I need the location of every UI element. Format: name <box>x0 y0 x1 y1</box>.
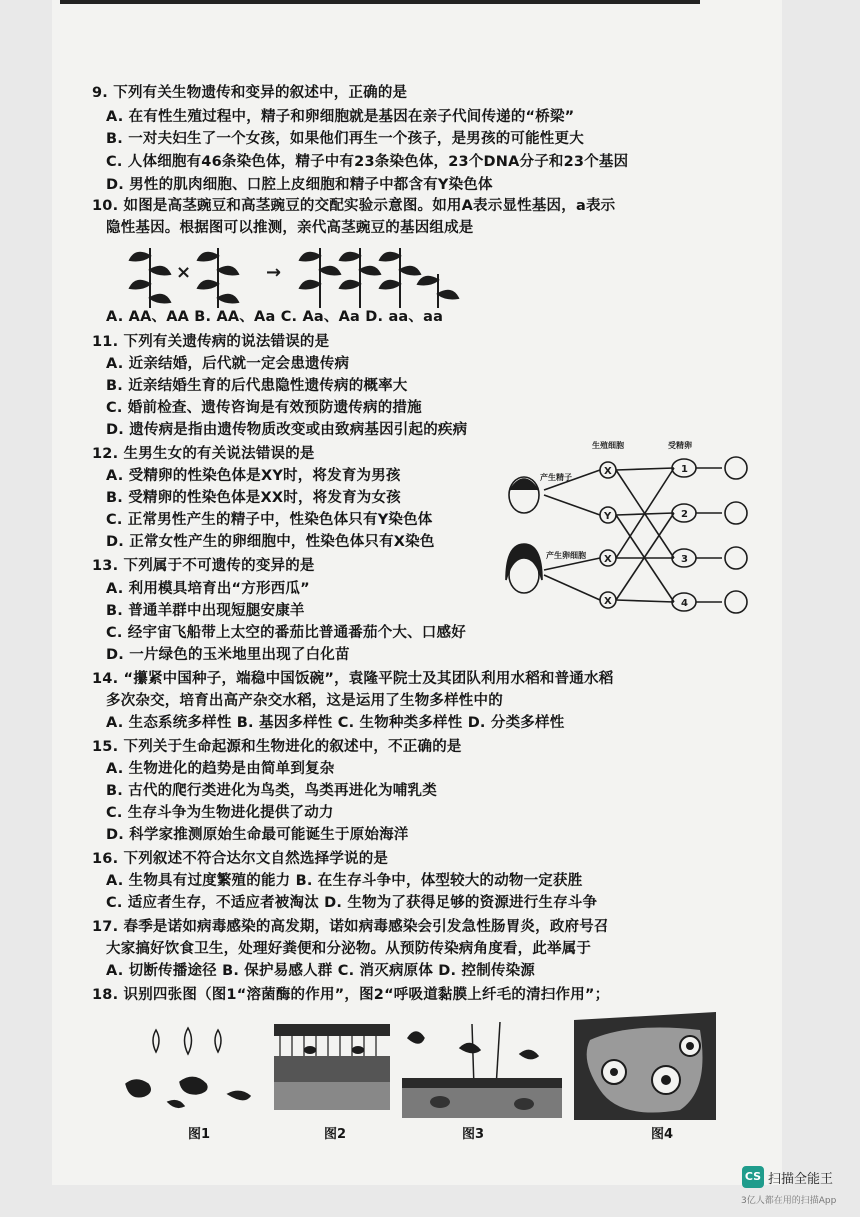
figure-4-label: 图4 <box>651 1127 674 1142</box>
pea-plant-parent-1 <box>130 248 170 308</box>
child-face-icon <box>725 502 747 524</box>
figure-1-lysozyme <box>118 1022 268 1122</box>
question-14-options: A. 生态系统多样性 B. 基因多样性 C. 生物种类多样性 D. 分类多样性 <box>106 715 565 731</box>
question-10-line2: 隐性基因。根据图可以推测，亲代高茎豌豆的基因组成是 <box>106 220 474 236</box>
question-14-line2: 多次杂交，培育出高产杂交水稻，这是运用了生物多样性中的 <box>106 693 503 709</box>
question-9-option-c: C. 人体细胞有46条染色体，精子中有23条染色体，23个DNA分子和23个基因 <box>106 154 629 170</box>
zygote-1: 1 <box>681 464 688 475</box>
figure-3-skin <box>400 1018 565 1122</box>
question-12-option-b: B. 受精卵的性染色体是XX时，将发育为女孩 <box>106 490 401 506</box>
question-14: 14. “攥紧中国种子，端稳中国饭碗”，袁隆平院士及其团队利用水稻和普通水稻 <box>92 671 614 687</box>
question-13-option-d: D. 一片绿色的玉米地里出现了白化苗 <box>106 647 350 663</box>
question-16-options-cd: C. 适应者生存，不适应者被淘汰 D. 生物为了获得足够的资源进行生存斗争 <box>106 895 598 911</box>
child-face-icon <box>725 547 747 569</box>
question-13: 13. 下列属于不可遗传的变异的是 <box>92 558 315 574</box>
question-11-option-c: C. 婚前检查、遗传咨询是有效预防遗传病的措施 <box>106 400 422 416</box>
figure-2-cilia <box>270 1022 395 1122</box>
pea-plant-offspring-3 <box>380 248 420 308</box>
cross-symbol: × <box>176 262 192 283</box>
question-15: 15. 下列关于生命起源和生物进化的叙述中，不正确的是 <box>92 739 462 755</box>
question-11-option-a: A. 近亲结婚，后代就一定会患遗传病 <box>106 356 350 372</box>
question-12-option-d: D. 正常女性产生的卵细胞中，性染色体只有X染色 <box>106 534 435 550</box>
question-12-option-c: C. 正常男性产生的精子中，性染色体只有Y染色体 <box>106 512 433 528</box>
question-13-option-b: B. 普通羊群中出现短腿安康羊 <box>106 603 305 619</box>
question-15-option-a: A. 生物进化的趋势是由简单到复杂 <box>106 761 335 777</box>
camscanner-name: 扫描全能王 <box>768 1172 834 1187</box>
zygote-4: 4 <box>681 598 688 609</box>
pea-plant-offspring-4-short <box>418 274 458 308</box>
question-17-line2: 大家搞好饮食卫生，处理好粪便和分泌物。从预防传染病角度看，此举属于 <box>106 941 592 957</box>
question-16: 16. 下列叙述不符合达尔文自然选择学说的是 <box>92 851 389 867</box>
question-11-option-d: D. 遗传病是指由遗传物质改变或由致病基因引起的疾病 <box>106 422 468 438</box>
sex-determination-diagram <box>500 440 780 620</box>
question-15-option-d: D. 科学家推测原始生命最可能诞生于原始海洋 <box>106 827 409 843</box>
child-face-icon <box>725 591 747 613</box>
question-15-option-b: B. 古代的爬行类进化为鸟类，鸟类再进化为哺乳类 <box>106 783 437 799</box>
question-13-option-c: C. 经宇宙飞船带上太空的番茄比普通番茄个大、口感好 <box>106 625 466 641</box>
diagram-label-female: 产生卵细胞 <box>546 551 586 560</box>
question-9-option-d: D. 男性的肌肉细胞、口腔上皮细胞和精子中都含有Y染色体 <box>106 177 493 193</box>
pea-plant-parent-2 <box>198 248 238 308</box>
figure-2-label: 图2 <box>324 1127 347 1142</box>
question-10: 10. 如图是高茎豌豆和高茎豌豆的交配实验示意图。如用A表示显性基因，a表示 <box>92 198 616 214</box>
question-18: 18. 识别四张图（图1“溶菌酶的作用”，图2“呼吸道黏膜上纤毛的清扫作用”； <box>92 987 610 1003</box>
zygote-3: 3 <box>681 554 688 565</box>
pea-plant-offspring-2 <box>340 248 380 308</box>
germ-cell-4: X <box>604 596 612 607</box>
pea-plant-offspring-1 <box>300 248 340 308</box>
question-12: 12. 生男生女的有关说法错误的是 <box>92 446 315 462</box>
question-11-option-b: B. 近亲结婚生育的后代患隐性遗传病的概率大 <box>106 378 408 394</box>
question-17: 17. 春季是诺如病毒感染的高发期，诺如病毒感染会引发急性肠胃炎，政府号召 <box>92 919 609 935</box>
zygote-2: 2 <box>681 509 688 520</box>
camscanner-logo-icon: CS <box>742 1166 764 1188</box>
figure-1-label: 图1 <box>188 1127 211 1142</box>
arrow-symbol: → <box>266 262 282 283</box>
question-11: 11. 下列有关遗传病的说法错误的是 <box>92 334 330 350</box>
figure-3-label: 图3 <box>462 1127 485 1142</box>
page-top-border <box>60 0 700 4</box>
germ-cell-1: X <box>604 466 612 477</box>
diagram-label-male: 产生精子 <box>540 473 572 482</box>
pea-cross-diagram <box>120 240 480 312</box>
question-12-option-a: A. 受精卵的性染色体是XY时，将发育为男孩 <box>106 468 401 484</box>
diagram-label-germ-cells: 生殖细胞 <box>592 441 624 450</box>
question-13-option-a: A. 利用模具培育出“方形西瓜” <box>106 581 310 597</box>
diagram-label-zygote: 受精卵 <box>668 441 692 450</box>
question-10-options: A. AA、AA B. AA、Aa C. Aa、Aa D. aa、aa <box>106 309 444 325</box>
germ-cell-3: X <box>604 554 612 565</box>
question-9: 9. 下列有关生物遗传和变异的叙述中，正确的是 <box>92 85 408 101</box>
question-15-option-c: C. 生存斗争为生物进化提供了动力 <box>106 805 334 821</box>
camscanner-tagline: 3亿人都在用的扫描App <box>741 1196 837 1206</box>
germ-cell-2: Y <box>604 511 612 522</box>
question-17-options: A. 切断传播途径 B. 保护易感人群 C. 消灭病原体 D. 控制传染源 <box>106 963 535 979</box>
question-16-options-ab: A. 生物具有过度繁殖的能力 B. 在生存斗争中，体型较大的动物一定获胜 <box>106 873 583 889</box>
child-face-icon <box>725 457 747 479</box>
question-9-option-a: A. 在有性生殖过程中，精子和卵细胞就是基因在亲子代间传递的“桥梁” <box>106 109 575 125</box>
figure-4-phagocyte <box>570 1010 720 1122</box>
question-9-option-b: B. 一对夫妇生了一个女孩，如果他们再生一个孩子，是男孩的可能性更大 <box>106 131 584 147</box>
